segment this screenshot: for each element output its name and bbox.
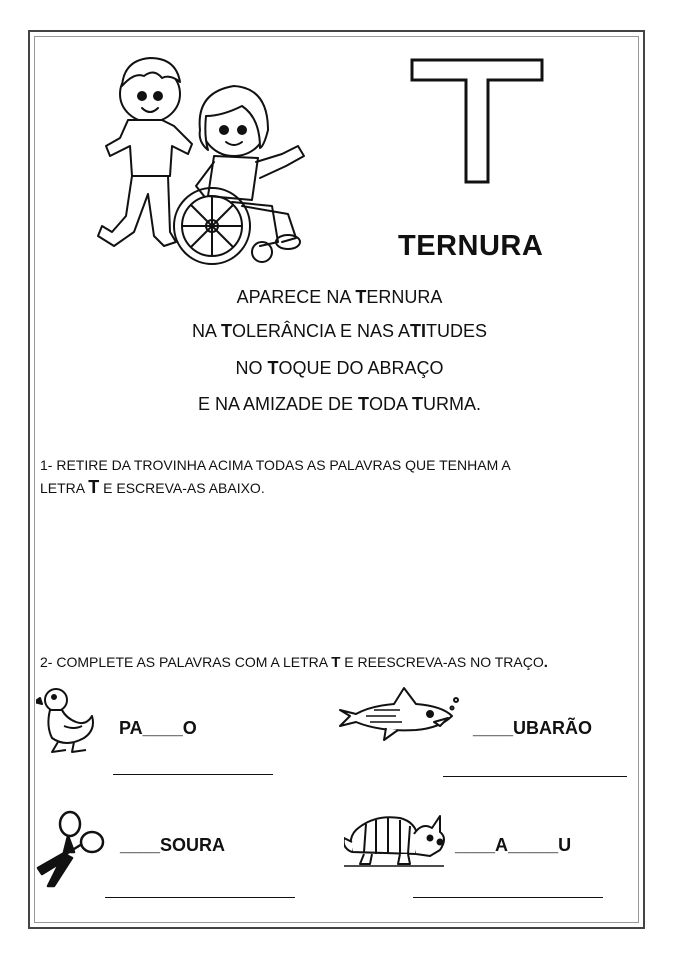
big-letter-t (410, 58, 544, 184)
word-pato: PA____O (119, 718, 197, 738)
word-tesoura: ____SOURA (120, 835, 226, 855)
children-wheelchair-icon (92, 46, 312, 274)
word-tubarao: ____UBARÃO (473, 718, 593, 738)
page-title: TERNURA (398, 230, 544, 262)
scissors-icon (34, 808, 106, 888)
answer-line-tubarao[interactable] (443, 776, 627, 777)
answer-line-tesoura[interactable] (105, 897, 295, 898)
shark-icon (336, 686, 462, 742)
armadillo-icon (344, 808, 446, 872)
duck-icon (36, 686, 98, 756)
poem-line-1: APARECE NA TERNURA (236, 287, 443, 307)
poem-line-3: NO TOQUE DO ABRAÇO (235, 358, 444, 378)
answer-line-tatu[interactable] (413, 897, 603, 898)
poem-line-4: E NA AMIZADE DE TODA TURMA. (197, 394, 482, 414)
exercise-2-instruction: 2- COMPLETE AS PALAVRAS COM A LETRA T E REESCREVA-AS NO TRAÇO. (40, 654, 548, 671)
poem-line-2: NA TOLERÂNCIA E NAS ATITUDES (191, 321, 488, 341)
word-tatu: ____A_____U (455, 835, 572, 855)
answer-line-pato[interactable] (113, 774, 273, 775)
exercise-1-instruction: 1- RETIRE DA TROVINHA ACIMA TODAS AS PALAVRAS QUE TENHAM A LETRA T E ESCREVA-AS ABAIXO. (40, 457, 511, 497)
